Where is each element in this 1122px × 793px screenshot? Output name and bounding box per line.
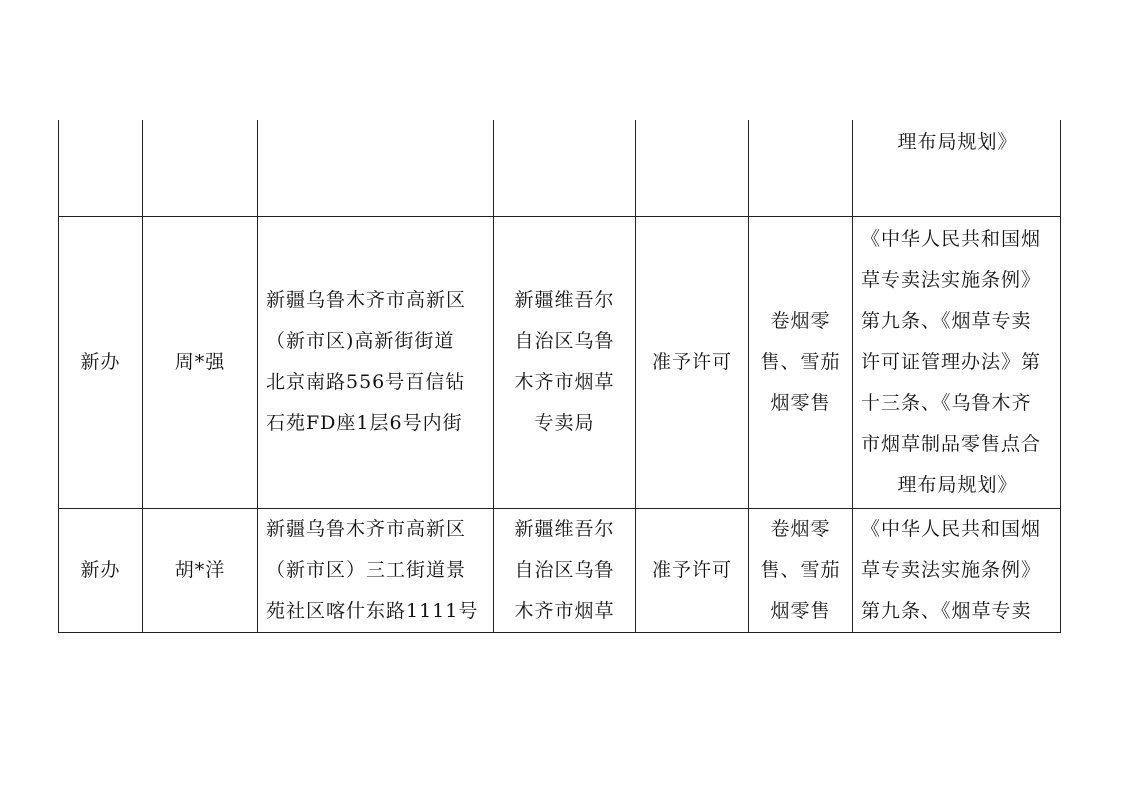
address-line: 石苑FD座1层6号内街 — [266, 412, 463, 434]
basis-line: 理布局规划》 — [897, 473, 1018, 496]
decision-cell: 准予许可 — [636, 508, 749, 632]
authority-line: 自治区乌鲁 — [514, 330, 615, 352]
name-cell — [143, 120, 258, 216]
decision-cell: 准予许可 — [636, 216, 749, 508]
basis-cell — [853, 120, 1061, 216]
address-cell — [258, 216, 494, 508]
basis-line: 草专卖法实施条例》 — [861, 558, 1042, 581]
scope-line: 烟零售 — [770, 599, 831, 622]
address-line: 苑社区喀什东路1111号 — [266, 599, 479, 622]
basis-line: 《中华人民共和国烟 — [861, 227, 1042, 250]
basis-cell — [853, 508, 1061, 632]
type-cell: 新办 — [59, 216, 143, 508]
address-line: （新市区）三工街道景 — [266, 558, 467, 581]
basis-line: 《中华人民共和国烟 — [861, 517, 1042, 540]
table-row — [59, 216, 1061, 508]
authority-line: 新疆维吾尔 — [514, 517, 615, 540]
address-line: 新疆乌鲁木齐市高新区 — [266, 289, 467, 311]
basis-line: 许可证管理办法》第 — [861, 350, 1042, 373]
name-cell: 胡*洋 — [143, 508, 258, 632]
address-cell — [258, 508, 494, 632]
scope-cell — [749, 216, 853, 508]
type-cell: 新办 — [59, 508, 143, 632]
table-row — [59, 120, 1061, 216]
permit-table — [58, 120, 1061, 633]
authority-line: 木齐市烟草 — [514, 599, 615, 622]
basis-line: 市烟草制品零售点合 — [861, 432, 1042, 455]
scope-cell — [749, 508, 853, 632]
address-line: 新疆乌鲁木齐市高新区 — [266, 517, 467, 540]
address-line: 北京南路556号百信钻 — [266, 371, 466, 393]
address-line: （新市区)高新街街道 — [266, 330, 455, 352]
scope-line: 售、雪茄 — [760, 350, 841, 373]
authority-cell — [494, 120, 636, 216]
basis-cell — [853, 216, 1061, 508]
authority-line: 新疆维吾尔 — [514, 289, 615, 311]
scope-cell — [749, 120, 853, 216]
scope-line: 售、雪茄 — [760, 558, 841, 581]
authority-line: 自治区乌鲁 — [514, 558, 615, 581]
decision-cell — [636, 120, 749, 216]
basis-line: 第九条、《烟草专卖 — [861, 599, 1032, 622]
authority-cell — [494, 508, 636, 632]
basis-line: 第九条、《烟草专卖 — [861, 309, 1032, 332]
basis-line: 理布局规划》 — [897, 131, 1018, 153]
scope-line: 卷烟零 — [770, 517, 831, 540]
authority-cell — [494, 216, 636, 508]
scope-line: 卷烟零 — [770, 309, 831, 332]
table-row — [59, 508, 1061, 632]
authority-line: 专卖局 — [534, 412, 595, 434]
name-cell: 周*强 — [143, 216, 258, 508]
basis-line: 十三条、《乌鲁木齐 — [861, 391, 1032, 414]
basis-line: 草专卖法实施条例》 — [861, 268, 1042, 291]
scope-line: 烟零售 — [770, 391, 831, 414]
type-cell — [59, 120, 143, 216]
address-cell — [258, 120, 494, 216]
authority-line: 木齐市烟草 — [514, 371, 615, 393]
